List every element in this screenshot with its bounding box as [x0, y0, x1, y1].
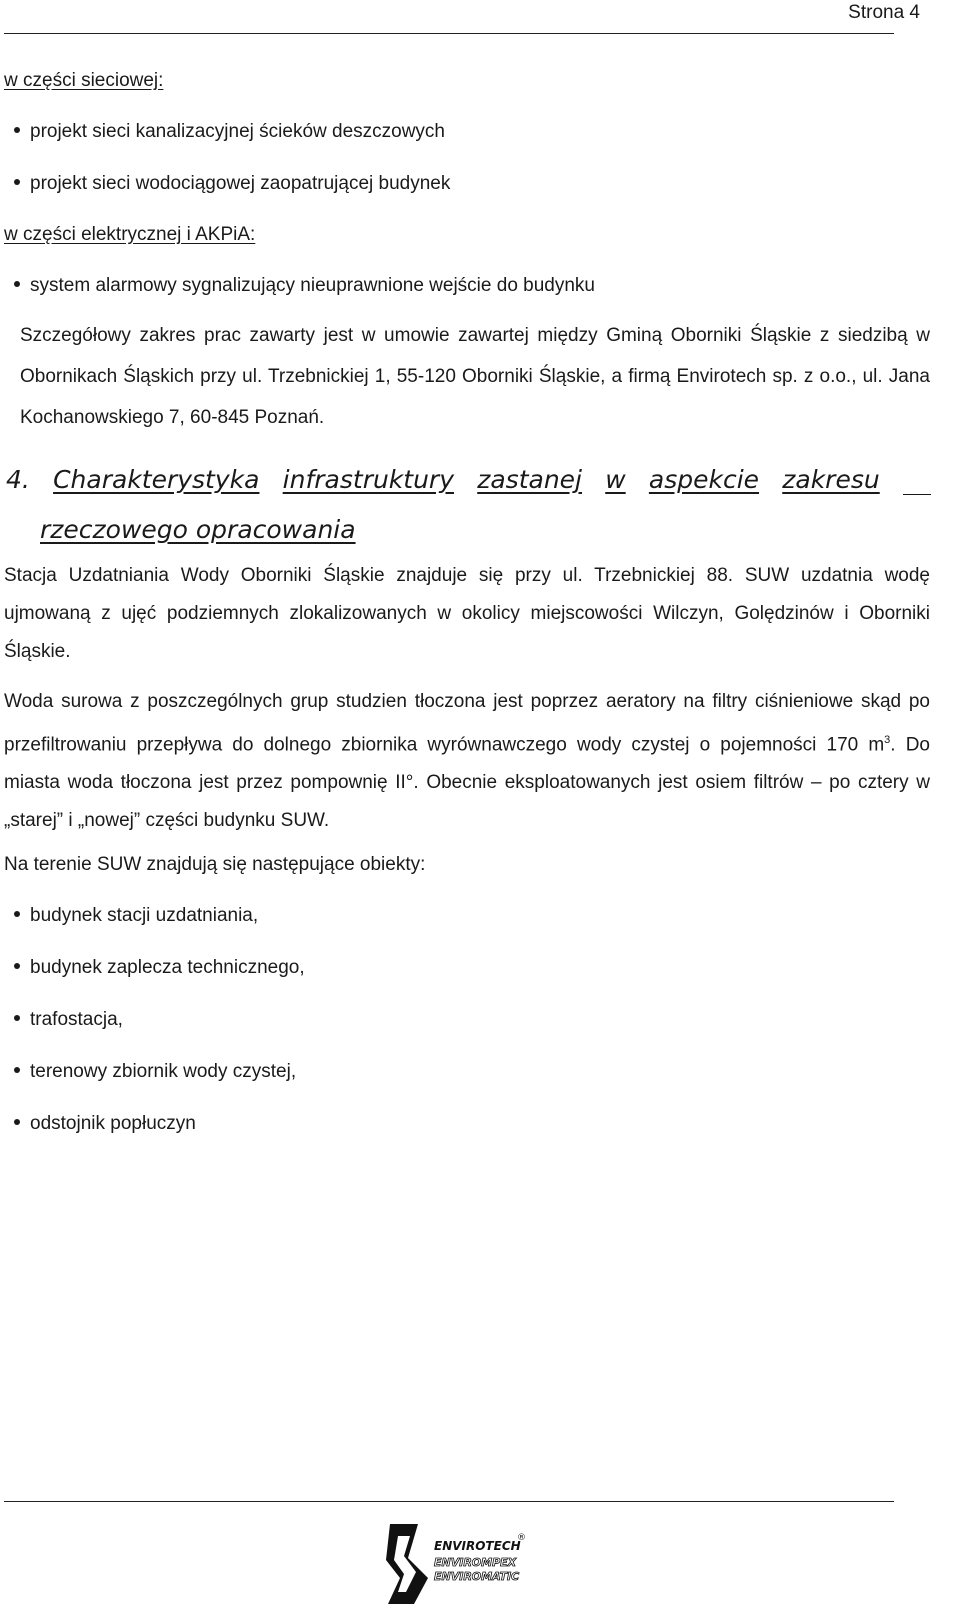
bullet-icon	[14, 1067, 20, 1073]
bullet-icon	[14, 963, 20, 969]
list-item	[14, 957, 305, 979]
page-number-label: Strona 4	[848, 2, 920, 23]
bullet-icon	[14, 1119, 20, 1125]
bullet-icon	[14, 281, 20, 287]
list-item-label: projekt sieci kanalizacyjnej ścieków deszczowych	[30, 121, 446, 142]
list-item	[14, 1061, 296, 1083]
footer-rule	[4, 1501, 894, 1502]
electrical-section-title: w części elektrycznej i AKPiA:	[4, 224, 256, 245]
list-item-label: trafostacja,	[30, 1009, 123, 1030]
paragraph-text: Woda surowa z poszczególnych grup studzien tłoczona jest poprzez aeratory na filtry ciśnieniowe skąd po przefiltrowaniu przepływa do dolnego zbiornika wyrównawczego wody czystej o pojemności 170 m	[4, 691, 930, 756]
heading-word: aspekcie	[648, 465, 760, 494]
paragraph-suw-location: Stacja Uzdatniania Wody Oborniki Śląskie znajduje się przy ul. Trzebnickiej 88. SUW uzdatnia wodę ujmowaną z ujęć podziemnych zlokalizowanych w okolicy miejscowości Wilczyn, Golędzinów i Oborniki Śląskie.	[4, 565, 930, 662]
list-item-label: projekt sieci wodociągowej zaopatrującej budynek	[30, 173, 451, 194]
bullet-icon	[14, 127, 20, 133]
logo-text-envirotech: ENVIROTECH	[434, 1539, 521, 1553]
heading-underline-tail	[903, 493, 931, 495]
section-number: 4.	[6, 465, 30, 494]
list-item	[14, 121, 445, 143]
list-item-label: terenowy zbiornik wody czystej,	[30, 1061, 297, 1082]
heading-word: zakresu	[782, 465, 880, 494]
list-item	[14, 173, 450, 195]
registered-mark: ®	[517, 1533, 526, 1543]
scope-paragraph: Szczegółowy zakres prac zawarty jest w umowie zawartej między Gminą Oborniki Śląskie z siedzibą w Obornikach Śląskich przy ul. Trzebnickiej 1, 55-120 Oborniki Śląskie, a firmą Envirotech sp. z o.o., ul. Jana Kochanowskiego 7, 60-845 Poznań.	[20, 325, 930, 428]
paragraph-water-treatment	[4, 683, 930, 840]
list-item-label: budynek zaplecza technicznego,	[30, 957, 305, 978]
bullet-icon	[14, 179, 20, 185]
objects-intro: Na terenie SUW znajdują się następujące obiekty:	[4, 854, 426, 875]
heading-word: Charakterystyka	[53, 465, 260, 494]
list-item	[14, 1113, 196, 1135]
network-section-title: w części sieciowej:	[4, 70, 164, 91]
bullet-icon	[14, 911, 20, 917]
heading-word: infrastruktury	[282, 465, 455, 494]
section-4-heading	[6, 455, 931, 555]
list-item	[14, 905, 258, 927]
superscript: 3	[884, 734, 891, 746]
list-item-label: budynek stacji uzdatniania,	[30, 905, 259, 926]
heading-line-2: rzeczowego opracowania	[40, 515, 356, 544]
list-item	[14, 275, 595, 297]
heading-word: w	[605, 465, 626, 494]
company-logo	[384, 1520, 544, 1606]
list-item	[14, 1009, 123, 1031]
list-item-label: system alarmowy sygnalizujący nieuprawnione wejście do budynku	[30, 275, 595, 296]
list-item-label: odstojnik popłuczyn	[30, 1113, 196, 1134]
header-rule	[4, 33, 894, 34]
paragraph-text: . Do miasta woda tłoczona jest przez pompownię II°. Obecnie eksploatowanych jest osiem filtrów – po cztery w „starej” i „nowej” części budynku SUW.	[4, 734, 930, 832]
bullet-icon	[14, 1015, 20, 1021]
heading-word: zastanej	[477, 465, 582, 494]
logo-text-enviromatic: ENVIROMATIC	[434, 1570, 520, 1583]
logo-text-envirompex: ENVIROMPEX	[434, 1556, 517, 1569]
